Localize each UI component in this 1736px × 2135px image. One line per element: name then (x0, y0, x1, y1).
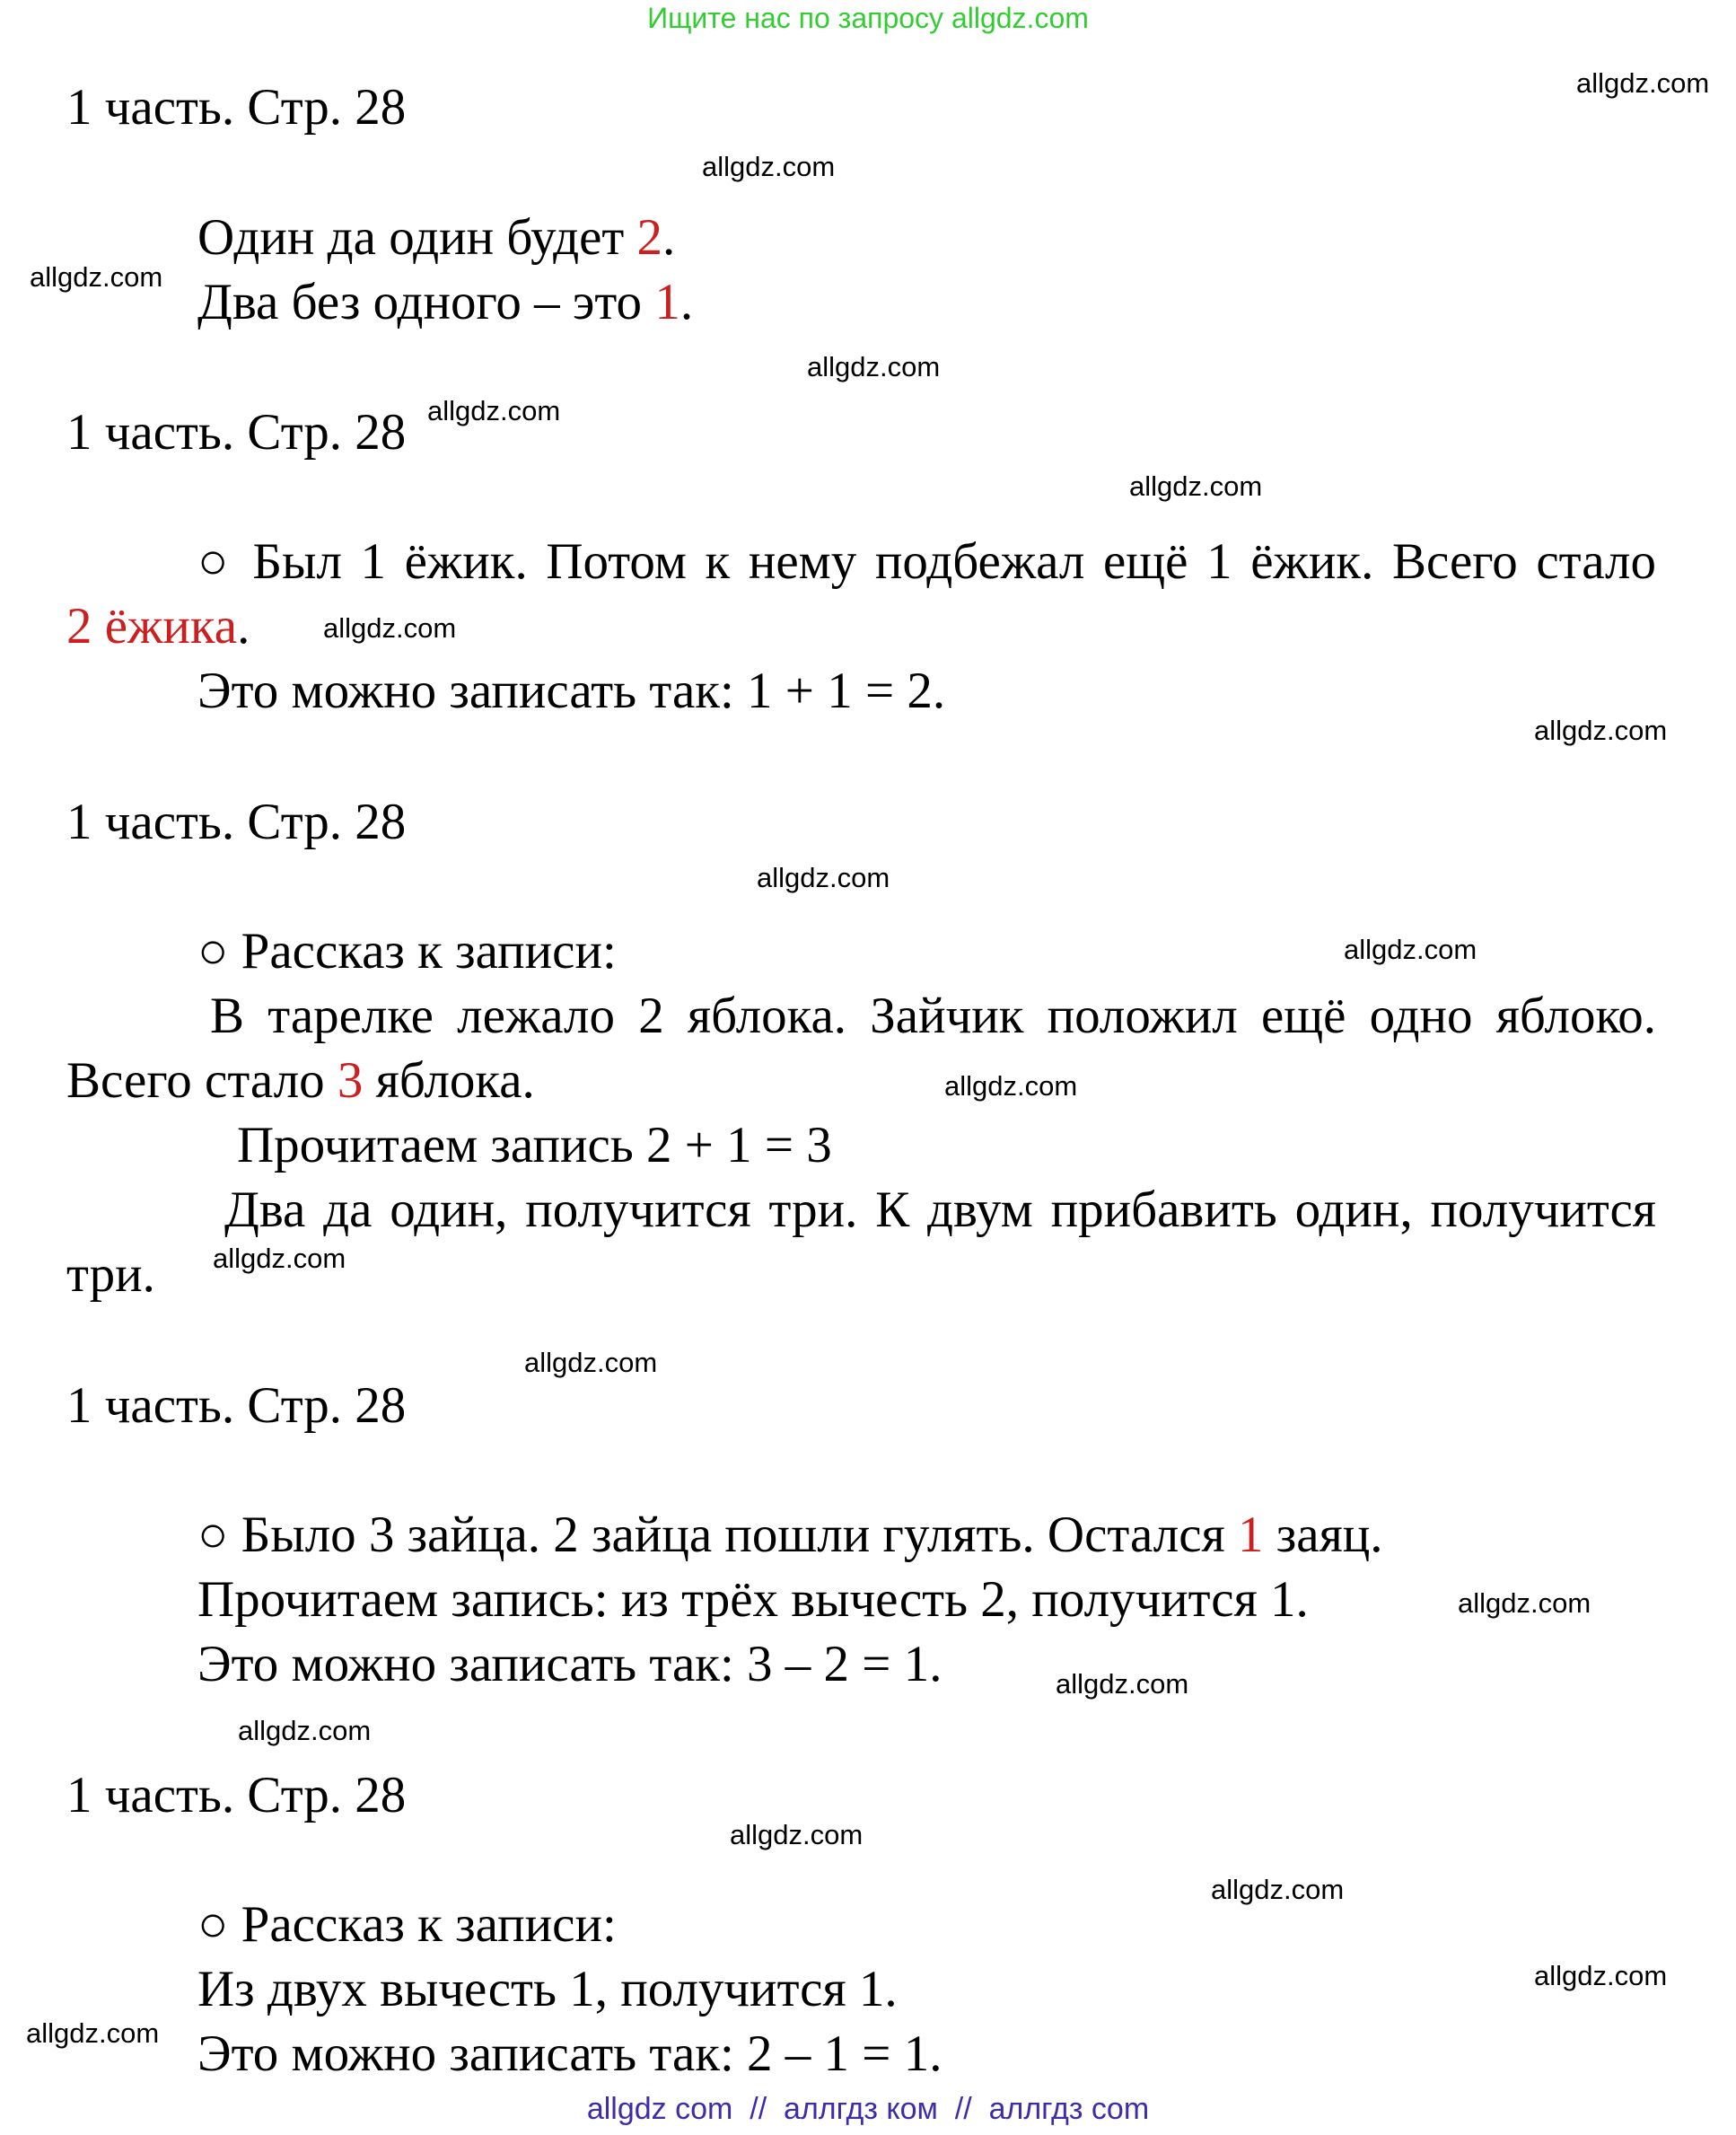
section-2-line: Это можно записать так: 1 + 1 = 2. (197, 663, 946, 719)
section-1-line-1 (197, 206, 675, 270)
watermark: allgdz.com (1211, 1874, 1345, 1905)
section-5-line-2: Это можно записать так: 2 – 1 = 1. (197, 2025, 943, 2082)
watermark: allgdz.com (427, 395, 561, 426)
section-3-intro: ○ Рассказ к записи: (197, 923, 617, 980)
answer: 1 (654, 274, 680, 330)
section-1-heading: 1 часть. Стр. 28 (66, 79, 407, 136)
text: Два без одного – это (197, 274, 655, 330)
section-5-intro: ○ Рассказ к записи: (197, 1896, 617, 1953)
watermark: allgdz.com (26, 2017, 160, 2049)
answer: 2 ёжика (66, 598, 238, 655)
watermark: allgdz.com (213, 1243, 346, 1274)
watermark: allgdz.com (323, 612, 457, 644)
text: . (237, 598, 250, 655)
section-3-story-line-2 (66, 1049, 535, 1113)
watermark: allgdz.com (1534, 715, 1668, 746)
watermark: allgdz.com (944, 1070, 1078, 1102)
text: . (662, 209, 676, 266)
answer: 1 (1238, 1507, 1264, 1563)
watermark: allgdz.com (1576, 67, 1710, 99)
section-4-line-3: Это можно записать так: 3 – 2 = 1. (197, 1636, 943, 1692)
watermark: allgdz.com (238, 1715, 372, 1746)
watermark: allgdz.com (807, 351, 941, 382)
bottom-banner[interactable]: allgdz com // аллгдз ком // аллгдз com (586, 2092, 1150, 2126)
watermark: allgdz.com (1458, 1587, 1591, 1619)
section-3-read: Прочитаем запись 2 + 1 = 3 (237, 1117, 832, 1173)
answer: 3 (337, 1052, 364, 1109)
section-1-line-2 (197, 270, 693, 335)
section-4-line-1 (197, 1503, 1383, 1568)
section-2-heading: 1 часть. Стр. 28 (66, 404, 407, 461)
section-2-para-line-1: ○ Был 1 ёжик. Потом к нему подбежал ещё 1 ёжик. Всего стало (197, 533, 1656, 590)
text: заяц. (1263, 1507, 1383, 1563)
watermark: allgdz.com (1344, 934, 1477, 965)
top-banner[interactable]: Ищите нас по запросу allgdz.com (647, 2, 1089, 34)
watermark: allgdz.com (1534, 1960, 1668, 1991)
section-4-heading: 1 часть. Стр. 28 (66, 1377, 407, 1434)
text: яблока. (363, 1052, 535, 1109)
section-3-story-line-1: В тарелке лежало 2 яблока. Зайчик положил ещё одно яблоко. (210, 988, 1656, 1044)
watermark: allgdz.com (730, 1819, 864, 1850)
text: Всего стало (66, 1052, 338, 1109)
section-5-heading: 1 часть. Стр. 28 (66, 1767, 407, 1823)
text: ○ Было 3 зайца. 2 зайца пошли гулять. Остался (197, 1507, 1239, 1563)
section-3-read-line-a: Два да один, получится три. К двум прибавить один, получится (224, 1182, 1656, 1238)
section-4-line-2: Прочитаем запись: из трёх вычесть 2, получится 1. (197, 1571, 1309, 1628)
watermark: allgdz.com (1129, 470, 1263, 502)
answer: 2 (636, 209, 663, 266)
watermark: allgdz.com (1056, 1668, 1189, 1700)
section-5-line-1: Из двух вычесть 1, получится 1. (197, 1961, 898, 2017)
section-2-para-line-2 (66, 594, 250, 659)
watermark: allgdz.com (30, 261, 163, 293)
section-3-read-line-b: три. (66, 1246, 155, 1303)
section-3-heading: 1 часть. Стр. 28 (66, 794, 407, 850)
text: Один да один будет (197, 209, 637, 266)
text: . (679, 274, 694, 330)
watermark: allgdz.com (524, 1347, 658, 1378)
watermark: allgdz.com (757, 862, 890, 893)
watermark: allgdz.com (702, 151, 836, 182)
